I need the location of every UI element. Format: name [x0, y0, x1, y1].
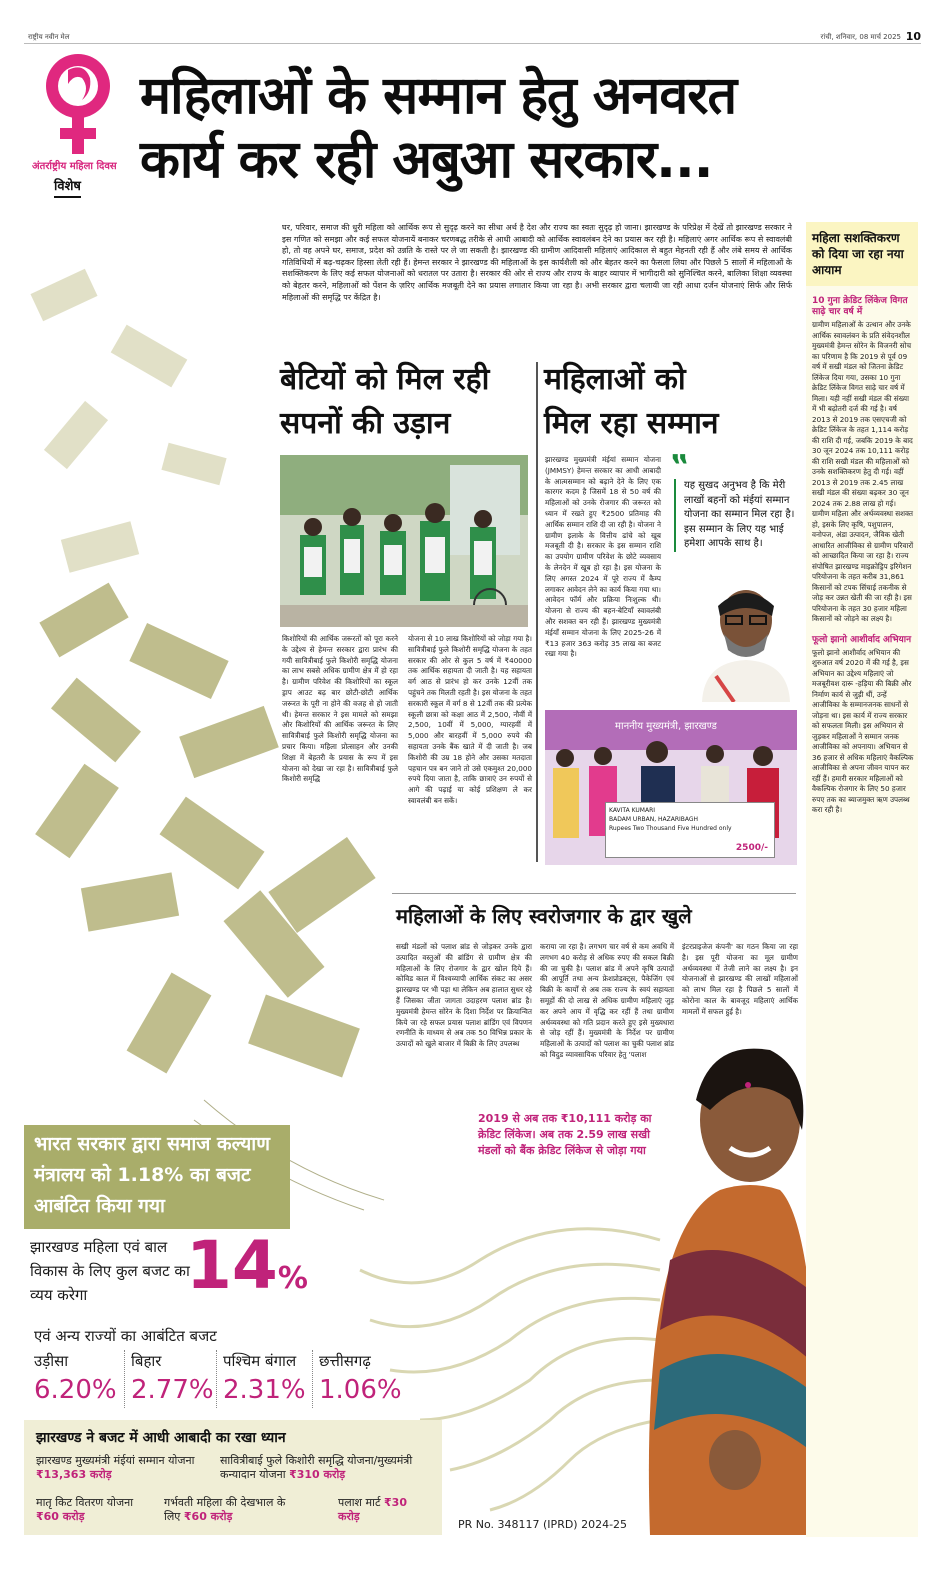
cheque-amount: 2500/-: [735, 843, 768, 853]
section-heading-daughters-line-1: बेटियों को मिल रही: [280, 362, 490, 397]
allocation-item: [36, 1496, 136, 1524]
budget-allocation-box: [24, 1420, 442, 1535]
allocation-label: मातृ किट वितरण योजना: [36, 1496, 134, 1509]
allocation-item: [36, 1454, 206, 1482]
date-line: रांची, शनिवार, 08 मार्च 2025: [820, 33, 901, 41]
budget-allocation-title: झारखण्ड ने बजट में आधी आबादी का रखा ध्यान: [36, 1430, 286, 1446]
sidebar-text-phulo-jhano: फूलो झानो आशीर्वाद अभियान की शुरुआत वर्ष 2020 में की गई है, इस अभियान का उद्देश्य महिलाएं जो मजबूरीवश दारू -हड़िया की बिक्री और निर्माण कार्य से जुड़ी थीं, उन्हें आजीविका के सम्मानजनक साधनों से जोड़ना था। इस कार्य में राज्य सरकार को सफलता मिली। इस अभियान से जुड़कर महिलाओं ने सम्मान जनक आजीविका को अपनाया। अभियान से 36 हजार से अधिक महिलाएं वैकल्पिक आजीविका से अपना जीवन यापन कर रहीं हैं। हमारी सरकार महिलाओं को वैकल्पिक रोजगार के लिए 50 हजार रुपए तक का ब्याजमुक्त ऋण उपलब्ध करा रही है।: [812, 647, 914, 814]
allocation-item: [220, 1454, 434, 1482]
credit-linkage-caption: 2019 से अब तक ₹10,111 करोड़ का क्रेडिट लिंकेज। अब तक 2.59 लाख सखी मंडलों को बैंक क्रेडिट लिंकेज से जोड़ा गया: [478, 1112, 652, 1157]
headline-line-2: कार्य कर रही अबुआ सरकार...: [140, 130, 713, 190]
maiyan-scheme-column: झारखण्ड मुख्यमंत्री मंईयां सम्मान योजना (JMMSY) हेमन्त सरकार का आधी आबादी के आत्मसम्मान को बढ़ाने देने के लिए एक कारगर कदम है जिसमें 18 से 50 वर्ष की महिलाओं को उनके रोजगार की जरूरत को ध्यान में रखते हुए ₹2500 प्रतिमाह की आर्थिक सम्मान राशि दी जा रही है। योजना ने ग्रामीण इलाके के वित्तीय ढांचे को खूब मजबूती दी है। सरकार के इस सम्मान राशि का उपयोग ग्रामीण परिवेश के छोटे व्यवसाय के लेनदेन में खूब हो रहा है। इस योजना के लिए अगस्त 2024 में पूरे राज्य में कैम्प लगाकर आवेदन लेने का कार्य किया गया था। आवेदन फॉर्म और प्रक्रिया निःशुल्क थी। योजना से राज्य की बहन-बेटियाँ स्वावलंबी और सशक्त बन रही हैं। झारखण्ड मुख्यमंत्री मंईयाँ सम्मान योजना के लिए 2025-26 में ₹13 हजार 363 करोड़ 35 लाख का बजट रखा गया है।: [545, 455, 661, 659]
allocation-label: पलाश मार्ट: [338, 1496, 381, 1509]
state-name: पश्चिम बंगाल: [223, 1352, 297, 1370]
ceremony-banner-text: माननीय मुख्यमंत्री, झारखण्ड: [615, 721, 717, 732]
sidebar-text-credit: ग्रामीण महिलाओं के उत्थान और उनके आर्थिक स्वावलंबन के प्रति संवेदनशील मुख्यमंत्री हेमन्त सोरेन के विजनरी सोच का परिणाम है कि 2019 से पूर्व 09 वर्ष में सखी मंडल को जितना क्रेडिट लिंकेज दिया गया, उसका 10 गुना क्रेडिट लिंकेज विगत साढ़े चार वर्ष में मिला। यही नहीं सखी मंडल की संख्या में भी बढ़ोतरी दर्ज की गई है। वर्ष 2013 से 2019 तक एसएचजी को क्रेडिट लिंकेज के तहत 1,114 करोड़ की राशि दी गई, जबकि 2019 के बाद 30 जून 2024 तक 10,111 करोड़ की राशि सखी मंडल की महिलाओं को उनके सशक्तिकरण हेतु दी गई। वहीं 2013 से 2019 तक 2.45 लाख सखी मंडल की संख्या बढ़कर 30 जून 2024 तक 2.88 लाख हो गई। ग्रामीण महिला और अर्थव्यवस्था सशक्त हो, इसके लिए कृषि, पशुपालन, वनोपज, अंडा उत्पादन, जैविक खेती आधारित आजीविका से ग्रामीण परिवारों को आच्छादित किया जा रहा है। राज्य संपोषित झारखण्ड माइक्रोड्रिप इरिगेशन परियोजना के तहत करीब 31,861 किसानों को टपक सिंचाई तकनीक से जोड़ कर उन्नत खेती की जा रही है। इस परियोजना के तहत 30 हजार महिला किसानों को जोड़ने का लक्ष्य है।: [812, 320, 914, 623]
state-percent: 6.20%: [34, 1375, 117, 1405]
cm-quote: [670, 449, 796, 552]
press-release-number: PR No. 348117 (IPRD) 2024-25: [458, 1518, 628, 1531]
state-name: उड़ीसा: [34, 1352, 69, 1370]
allocation-item: [338, 1496, 428, 1524]
allocation-label: झारखण्ड मुख्यमंत्री मंईयां सम्मान योजना: [36, 1454, 195, 1467]
state-budget-odisha: [34, 1350, 117, 1408]
page-number: 10: [905, 30, 921, 43]
jharkhand-budget-text: झारखण्ड महिला एवं बाल विकास के लिए कुल बजट का व्यय करेगा: [30, 1238, 190, 1304]
state-budget-west-bengal: [216, 1350, 306, 1408]
allocation-label: गर्भवती महिला की देखभाल के लिए: [164, 1496, 286, 1523]
state-percent: 1.06%: [319, 1375, 402, 1405]
woman-symbol-icon: [38, 48, 118, 156]
cheque-board: [605, 802, 775, 858]
states-budget-title: एवं अन्य राज्यों का आबंटित बजट: [34, 1327, 217, 1345]
state-percent: 2.31%: [223, 1375, 306, 1405]
chief-minister-portrait: [694, 580, 798, 702]
ceremony-photo: [545, 710, 797, 865]
self-employment-column-1: सखी मंडलों को पलाश ब्रांड से जोड़कर उनके द्वारा उत्पादित वस्तुओं की ब्रांडिंग से ग्रामीण क्षेत्र की महिलाओं के लिए रोजगार के द्वार खोल दिये हैं। कोविड काल में विश्वव्यापी आर्थिक संकट का असर झारखण्ड पर भी पड़ा था लेकिन अब हालात सुधर रहे हैं जिसका जीता जागता उदाहरण पलाश ब्रांड है। मुख्यमंत्री हेमन्त सोरेन के दिशा निर्देश पर क्रियान्वित किये जा रहे सफल प्रयास पलाश ब्रांडिंग एवं विपणन रणनीति के माध्यम से अब तक 50 विभिन्न प्रकार के उत्पादों को खुले बाजार में बिक्री के लिए उपलब्ध: [396, 942, 532, 1049]
state-budget-chhattisgarh: [312, 1350, 402, 1408]
sidebar-heading: महिला सशक्तिकरण को दिया जा रहा नया आयाम: [806, 222, 918, 286]
quote-text: यह सुखद अनुभव है कि मेरी लाखों बहनों को मंईयां सम्मान योजना का सम्मान मिल रहा है। इस सम्मान के लिए यह भाई हमेशा आपके साथ है।: [674, 479, 796, 552]
cheque-name: KAVITA KUMARI: [609, 807, 656, 814]
allocation-amount: ₹13,363 करोड़: [36, 1468, 112, 1481]
section-heading-women-line-1: महिलाओं को: [544, 362, 686, 397]
cheque-place: BADAM URBAN, HAZARIBAGH: [609, 816, 699, 823]
allocation-amount: ₹60 करोड़: [183, 1510, 233, 1523]
self-employment-column-3: इंटरप्राइजेज कंपनी' का गठन किया जा रहा है। इस पूरी योजना का मूल ग्रामीण अर्थव्यवस्था में तेजी लाने का लक्ष्य है। इन योजनाओं से झारखण्ड की लाखों महिलाओं को लाभ मिल रहा है पिछले 5 सालों में कोरोना काल के बावजूद महिलाएं आर्थिक मामलों में सफल हुई है।: [682, 942, 798, 1016]
womens-day-label: अंतर्राष्ट्रीय महिला दिवस: [32, 161, 117, 172]
top-strip: [24, 30, 921, 44]
allocation-amount: ₹310 करोड़: [289, 1468, 346, 1481]
right-sidebar: [806, 222, 918, 1537]
self-employment-column-2: कराया जा रहा है। लगभग चार वर्ष से कम अवधि में लगभग 40 करोड़ से अधिक रुपए की सकल बिक्री की जा चुकी है। पलाश ब्रांड में अपने कृषि उत्पादों की आपूर्ति तथा अन्य फ्रेशप्रोडक्ट्स, पैकेजिंग एवं बिक्री के कार्यों से अब तक राज्य के स्वयं सहायता समूहों की दो लाख से अधिक ग्रामीण महिलाएं जुड़ कर अपने आय में वृद्धि कर रहीं हैं तथा ग्रामीण अर्थव्यवस्था को गति प्रदान करते हुए इसे मुख्यधारा से जोड़ रहीं हैं। मुख्यमंत्री के निर्देश पर ग्रामीण महिलाओं के उत्पादों को पलाश का चुकी पलाश ब्रांड को विदुड व्यावसायिक परिवार हेतु 'पलाश: [540, 942, 674, 1059]
newspaper-name: राष्ट्रीय नवीन मेल: [28, 33, 70, 41]
state-name: छत्तीसगढ़: [319, 1352, 371, 1370]
central-budget-banner: भारत सरकार द्वारा समाज कल्याण मंत्रालय को 1.18% का बजट आबंटित किया गया: [24, 1125, 290, 1229]
allocation-amount: ₹60 करोड़: [36, 1510, 85, 1523]
schoolgirls-photo: [280, 455, 528, 627]
intro-paragraph: घर, परिवार, समाज की धुरी महिला को आर्थिक रूप से सुदृढ़ करने का सीधा अर्थ है देश और राज्य का स्वतः सुदृढ़ हो जाना। झारखण्ड के परिप्रेक्ष में देखें तो झारखण्ड सरकार ने इस गणित को समझा और कई सफल योजनायें बनाकर चरणबद्ध तरीके से आधी आबादी को आर्थिक स्वावलंबन देने का प्रयास कर रही है। महिलाएं अगर आर्थिक रूप से स्वावलंबी हो, तो वह अपने घर, समाज, प्रदेश को उन्नति के रास्ते पर ले जा सकती है। झारखण्ड की ग्रामीण आदिवासी महिलाएं आदिकाल से बहुत मेहनती रही हैं और लंबे समय से आर्थिक गतिविधियों में बढ़-चढ़कर हिस्सा लेती रही हैं। हेमन्त सरकार ने झारखण्ड की महिलाओं के इस कार्यशैली को और बेहतर करने का फैसला लिया और पिछले 5 सालों में महिलाओं के सशक्तिकरण के लिए कई सफल योजनाओं को धरातल पर उतारा है। सरकार की ओर से राज्य और राज्य के बाहर व्यापार में भागीदारी को सुनिश्चित करने, बालिका शिक्षा व्यवस्था को बेहतर करने, महिलाओं को पेंशन के ज़रिए आर्थिक मजबूती देने का प्रयास लगातार किया जा रहा है। अभी सरकार द्वारा चलायी जा रही आधा दर्जन योजनाएं सिर्फ और सिर्फ महिलाओं की समृद्धि पर केंद्रित है।: [282, 223, 792, 302]
heading-rule: [392, 893, 796, 894]
main-headline: [140, 64, 920, 192]
column-divider: [536, 362, 538, 862]
sidebar-subheading-phulo-jhano: फूलो झानो आशीर्वाद अभियान: [812, 634, 912, 645]
special-label: विशेष: [54, 176, 81, 198]
allocation-amount: ₹30 करोड़: [338, 1496, 407, 1523]
allocation-label: सावित्रीबाई फुले किशोरी समृद्धि योजना/मुख्यमंत्री कन्यादान योजना: [220, 1454, 413, 1481]
section-heading-daughters-line-2: सपनों की उड़ान: [280, 406, 451, 441]
cheque-amount-words: Rupees Two Thousand Five Hundred only: [609, 825, 732, 832]
sidebar-subheading-credit: 10 गुना क्रेडिट लिंकेज विगत साढ़े चार वर्ष में: [812, 296, 908, 317]
section-heading-women-line-2: मिल रहा सम्मान: [544, 406, 719, 441]
headline-line-1: महिलाओं के सम्मान हेतु अनवरत: [140, 66, 737, 126]
smiling-woman-photo: [640, 1030, 820, 1535]
jharkhand-budget-percent: [186, 1226, 308, 1319]
percent-number: 14: [186, 1227, 278, 1304]
percent-sign: %: [277, 1261, 308, 1296]
quote-mark-icon: ‟: [670, 449, 690, 484]
state-name: बिहार: [131, 1352, 162, 1370]
girls-scheme-column-1: किशोरियों की आर्थिक जरूरतों को पूरा करने के उद्देश्य से हेमन्त सरकार द्वारा प्रारंभ की गयी सावित्रीबाई फुले किशोरी समृद्धि योजना का लाभ सबसे अधिक ग्रामीण क्षेत्र में हो रहा है। ग्रामीण परिवेश की किशोरियों का स्कूल ड्राप आउट बढ़ बार छोटी-छोटी आर्थिक जरूरत के पूरी ना होने की वजह से हो जाती थी। हेमन्त सरकार ने इस मामले को समझा और किशोरियों की आर्थिक जरूरत के लिए सावित्रीबाई फुले किशोरी समृद्धि योजना का प्रचार किया। महिला प्रोत्साहन और उनकी शिक्षा में बेहतरी के प्रयास के रूप में इस योजना को देखा जा रहा है। सावित्रीबाई फुले किशोरी समृद्धि: [282, 634, 398, 784]
state-budget-bihar: [124, 1350, 214, 1408]
self-employment-heading: महिलाओं के लिए स्वरोजगार के द्वार खुले: [396, 904, 692, 928]
section-heading-daughters: [280, 358, 489, 446]
womens-day-logo: [32, 48, 122, 208]
section-heading-women: [544, 358, 719, 446]
state-percent: 2.77%: [131, 1375, 214, 1405]
allocation-item: [164, 1496, 294, 1524]
girls-scheme-column-2: योजना से 10 लाख किशोरियों को जोड़ा गया है। सावित्रीबाई फुले किशोरी समृद्धि योजना के तहत सरकार की ओर से कुल 5 वर्ष में ₹40000 तक आर्थिक सहायता दी जाती है। यह सहायता वर्ग आठ से प्रारंभ हो कर उनके 12वीं तक पहुंचने तक मिलती रहती है। इस योजना के तहत सरकारी स्कूल में वर्ग 8 से 12वीं तक की प्रत्येक स्कूली छात्रा को कक्षा आठ में 2,500, नौवीं में 2,500, 10वीं में 5,000, ग्यारहवीं में 5,000 और बारहवीं में 5,000 रुपये की सहायता उनके बैंक खाते में दी जाती है। जब किशोरी की उम्र 18 होने और उसका मतदाता पहचान पत्र बन जाने तो उसे एकमुश्त 20,000 रुपये दिया जाता है, ताकि छात्राएं उन रुपयों से आगे की पढ़ाई या कोई प्रशिक्षण ले कर स्वावलंबी बन सकें।: [408, 634, 532, 805]
